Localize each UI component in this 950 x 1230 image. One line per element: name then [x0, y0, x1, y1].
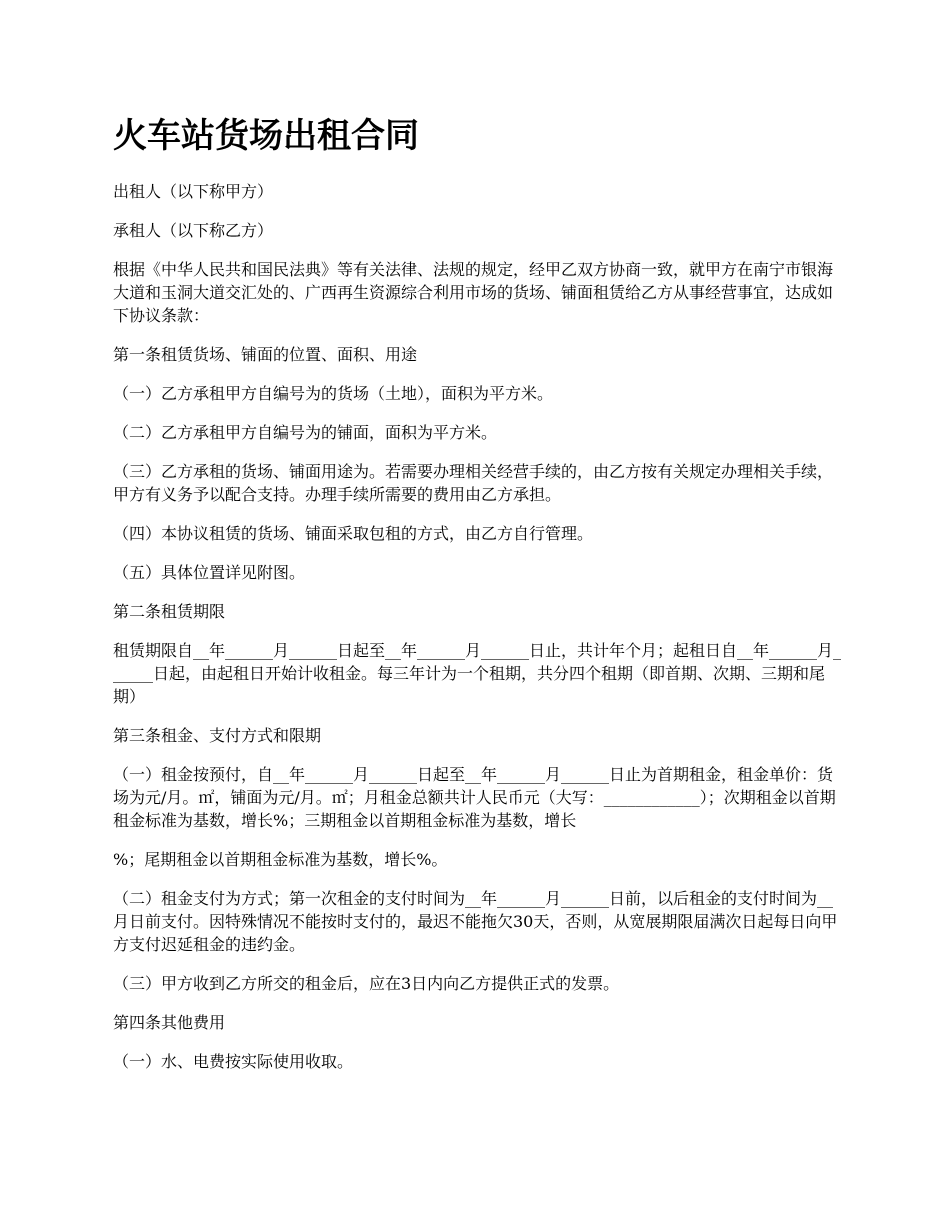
- article-2-body: 租赁期限自__年______月______日起至__年______月______日止，共计年个月；起租日自__年______月______日起，由起租日开始计收租金。每三年计为一个租期，共分四个租期（即首期、次期、三期和尾期）: [113, 641, 842, 706]
- article-1-item-2: （二）乙方承租甲方自编号为的铺面，面积为平方米。: [113, 423, 498, 442]
- article-3-item-1-continued: %；尾期租金以首期租金标准为基数，增长%。: [113, 850, 448, 869]
- article-3-item-3: （三）甲方收到乙方所交的租金后，应在3日内向乙方提供正式的发票。: [113, 974, 620, 993]
- paragraph-lessee: 承租人（以下称乙方）: [113, 221, 274, 240]
- paragraph-preamble: 根据《中华人民共和国民法典》等有关法律、法规的规定，经甲乙双方协商一致，就甲方在南宁市银海大道和玉洞大道交汇处的、广西再生资源综合利用市场的货场、铺面租赁给乙方从事经营事宜，达成如下协议条款：: [113, 260, 834, 325]
- article-1-item-1: （一）乙方承租甲方自编号为的货场（土地），面积为平方米。: [113, 384, 554, 403]
- paragraph-lessor: 出租人（以下称甲方）: [113, 182, 274, 201]
- article-2-heading: 第二条租赁期限: [113, 602, 226, 621]
- article-4-item-1: （一）水、电费按实际使用收取。: [113, 1052, 354, 1071]
- article-4-heading: 第四条其他费用: [113, 1013, 226, 1032]
- document-body: [113, 180, 841, 1089]
- article-1-item-5: （五）具体位置详见附图。: [113, 563, 306, 582]
- article-1-item-3: （三）乙方承租的货场、铺面用途为。若需要办理相关经营手续的，由乙方按有关规定办理相关手续，甲方有义务予以配合支持。办理手续所需要的费用由乙方承担。: [113, 462, 834, 504]
- document-title: 火车站货场出租合同: [113, 116, 419, 156]
- article-3-item-2: （二）租金支付为方式；第一次租金的支付时间为__年______月______日前，以后租金的支付时间为__月日前支付。因特殊情况不能按时支付的，最迟不能拖欠30天，否则，从宽展期限届满次日起每日向甲方支付迟延租金的违约金。: [113, 889, 838, 954]
- article-3-item-1: （一）租金按预付，自__年______月______日起至__年______月______日止为首期租金，租金单价：货场为元/月。㎡，铺面为元/月。㎡；月租金总额共计人民币元（大写：____________）；次期租金以首期租金标准为基数，增长%；三期租金以首期租金标准为基数，增长: [113, 765, 836, 830]
- article-1-heading: 第一条租赁货场、铺面的位置、面积、用途: [113, 345, 418, 364]
- article-1-item-4: （四）本协议租赁的货场、铺面采取包租的方式，由乙方自行管理。: [113, 524, 594, 543]
- article-3-heading: 第三条租金、支付方式和限期: [113, 726, 322, 745]
